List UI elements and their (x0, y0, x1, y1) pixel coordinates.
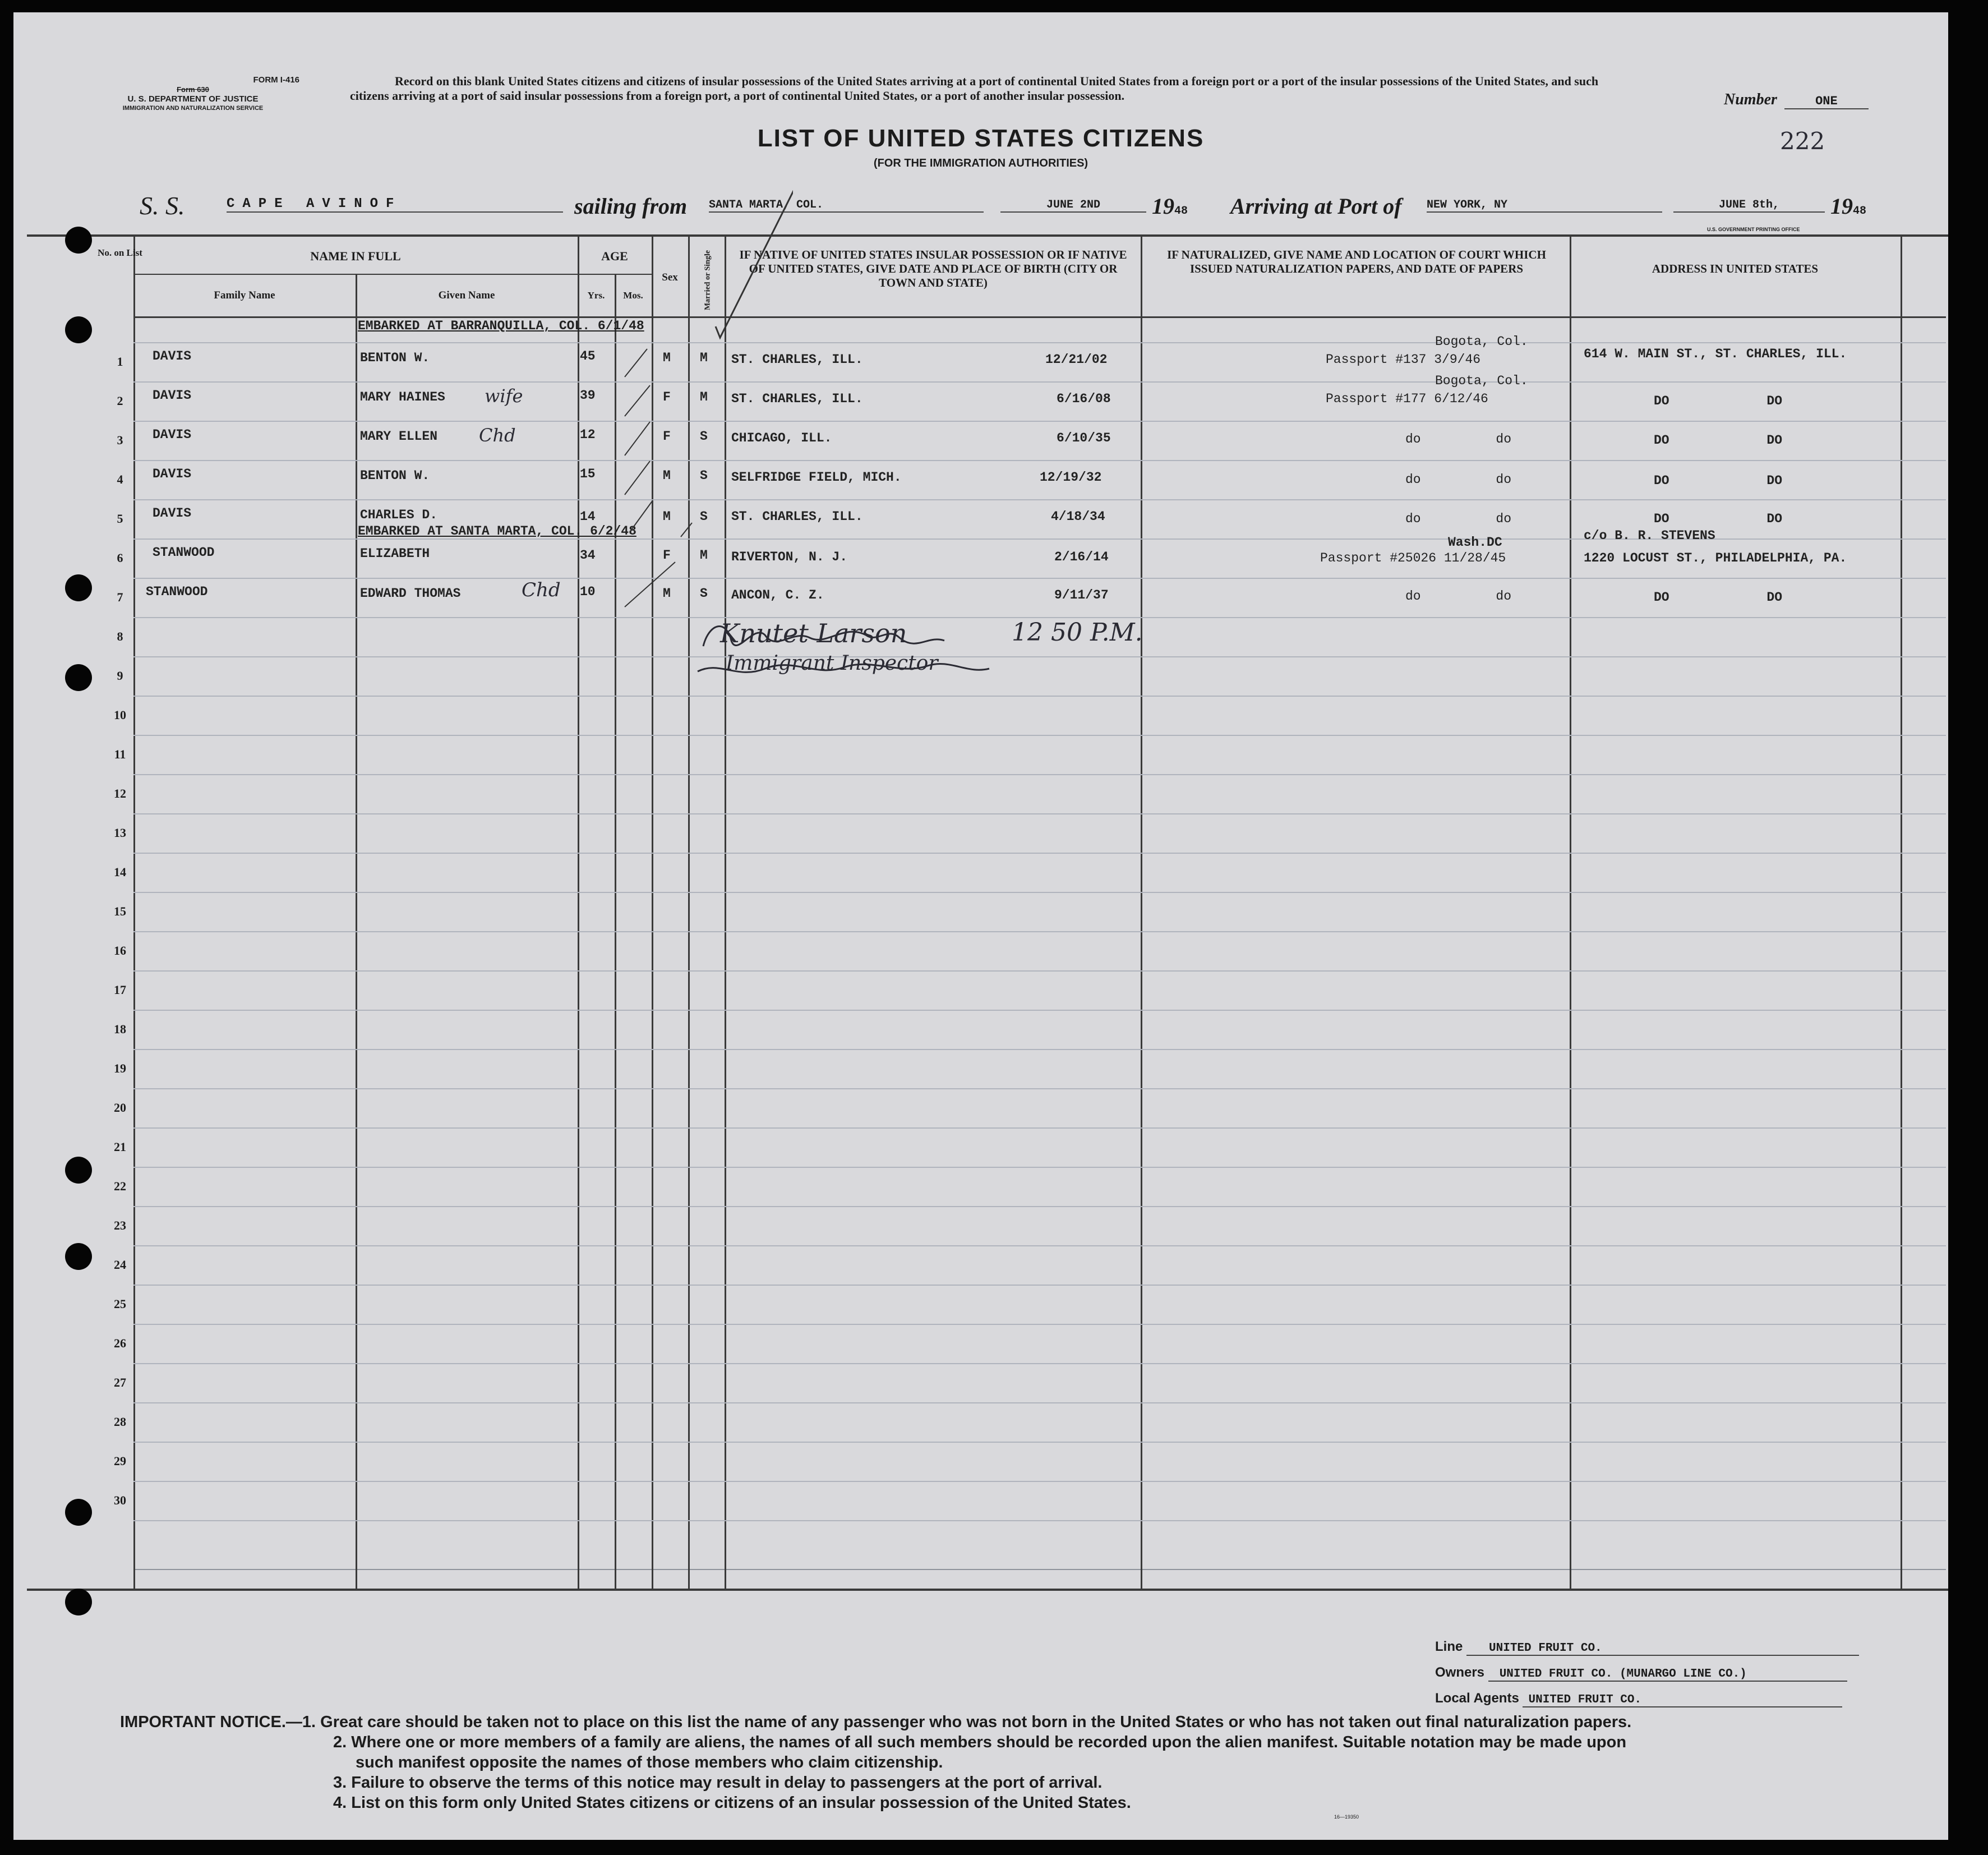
marital-status: S (700, 468, 708, 483)
arriving-label: Arriving at Port of (1230, 194, 1402, 219)
col-divider-native (1141, 236, 1142, 1590)
line-label: Line (1435, 1639, 1463, 1654)
rule (133, 1520, 1946, 1521)
rule (133, 1442, 1946, 1443)
old-form-number: Form 630 (177, 85, 209, 94)
col-divider-given (578, 236, 579, 1590)
birth-place: ST. CHARLES, ILL. (731, 352, 863, 367)
col-divider-naturalized (1570, 236, 1571, 1590)
given-name: MARY HAINES (360, 390, 445, 404)
address: DO DO (1654, 590, 1783, 605)
rule (133, 578, 1946, 579)
naturalization-papers: do do (1405, 472, 1512, 487)
rule (133, 421, 1946, 422)
address: DO DO (1654, 433, 1783, 448)
manifest-sheet (13, 12, 1948, 1840)
rule (133, 499, 1946, 500)
check-mark-icon (714, 175, 793, 355)
line-number: 19 (114, 1061, 126, 1075)
notice-item-4: 4. List on this form only United States citizens or citizens of an insular possession of the United States. (333, 1794, 1131, 1812)
line-number: 23 (114, 1218, 126, 1232)
birth-date: 12/19/32 (1040, 470, 1102, 485)
family-name: DAVIS (153, 427, 192, 442)
line-number: 28 (114, 1415, 126, 1429)
rule (133, 853, 1946, 854)
header-given-name: Given Name (438, 289, 495, 301)
relation-note: wife (485, 385, 523, 407)
age-years: 45 (580, 349, 596, 363)
rule (133, 460, 1946, 461)
table-bottom-border (27, 1589, 1948, 1591)
number-field (1724, 91, 1869, 109)
line-number: 9 (117, 669, 123, 683)
header-age: AGE (601, 249, 628, 263)
record-note: Record on this blank United States citizens and citizens of insular possessions of the United States arriving at a port of continental United States from a foreign port or a port of the insular possessions of the United States, and such citizens arriving at a port of said insular possessions from a foreign port, a port of continental United States, or a port of another insular possession. (350, 74, 1599, 103)
agents-label: Local Agents (1435, 1691, 1519, 1706)
department-name: U. S. DEPARTMENT OF JUSTICE (127, 94, 259, 104)
line-number: 6 (117, 551, 123, 565)
line-number: 10 (114, 708, 126, 722)
rule (133, 342, 1946, 343)
marital-status: M (700, 548, 708, 563)
rule (133, 813, 1946, 814)
sex: M (663, 509, 671, 524)
sailing-label: sailing from (574, 194, 688, 219)
address: DO DO (1654, 512, 1783, 526)
header-address: ADDRESS IN UNITED STATES (1652, 262, 1819, 275)
signature-title: Immigrant Inspector (726, 652, 938, 675)
header-yrs: Yrs. (587, 290, 605, 301)
print-code: 16—19350 (1334, 1814, 1359, 1820)
sex: M (663, 468, 671, 483)
owners-field (1435, 1665, 1847, 1682)
table-top-border (27, 234, 1948, 237)
punch-hole-icon (65, 574, 92, 601)
punch-hole-icon (65, 1499, 92, 1526)
address: DO DO (1654, 394, 1783, 408)
sailing-year (1152, 193, 1188, 219)
rule (133, 970, 1946, 972)
birth-date: 6/10/35 (1057, 431, 1111, 445)
given-name: BENTON W. (360, 468, 430, 483)
agents-field (1435, 1691, 1842, 1707)
line-number: 5 (117, 512, 123, 526)
line-number: 20 (114, 1101, 126, 1115)
punch-hole-icon (65, 664, 92, 691)
punch-hole-icon (65, 316, 92, 343)
line-number: 18 (114, 1022, 126, 1036)
line-field (1435, 1639, 1859, 1656)
line-number: 21 (114, 1140, 126, 1154)
year-prefix-2: 19 (1830, 194, 1853, 219)
line-number: 30 (114, 1493, 126, 1507)
rule (133, 892, 1946, 893)
rule (133, 1324, 1946, 1325)
birth-date: 2/16/14 (1054, 550, 1109, 564)
sex: M (663, 351, 671, 365)
marital-status: M (700, 390, 708, 404)
birth-place: RIVERTON, N. J. (731, 550, 848, 564)
rule (133, 1127, 1946, 1129)
rule (133, 1010, 1946, 1011)
marital-status: S (700, 586, 708, 601)
pen-check-marks (614, 338, 703, 629)
rule (133, 1481, 1946, 1482)
header-mos: Mos. (623, 290, 643, 301)
arrival-year (1830, 193, 1866, 219)
age-years: 39 (580, 388, 596, 403)
owners-label: Owners (1435, 1665, 1485, 1680)
punch-hole-icon (65, 1157, 92, 1184)
rule (133, 1088, 1946, 1089)
rule (133, 1167, 1946, 1168)
col-divider-married (725, 236, 726, 1590)
rule (133, 1049, 1946, 1050)
birth-place: SELFRIDGE FIELD, MICH. (731, 470, 902, 485)
service-name: IMMIGRATION AND NATURALIZATION SERVICE (122, 105, 264, 112)
col-divider-family (356, 275, 357, 1590)
family-name: DAVIS (153, 388, 192, 403)
address: 1220 LOCUST ST., PHILADELPHIA, PA. (1584, 551, 1847, 565)
form-number: FORM I-416 (253, 75, 299, 85)
rule (133, 774, 1946, 775)
line-number: 4 (117, 472, 123, 486)
sailing-year-value: 48 (1174, 205, 1188, 218)
department-block (75, 75, 311, 113)
signature-time: 12 50 P.M. (1012, 618, 1143, 647)
embark-note-barranquilla: EMBARKED AT BARRANQUILLA, COL. 6/1/48 (358, 319, 644, 333)
family-name: STANWOOD (146, 584, 208, 599)
sex: M (663, 586, 671, 601)
marital-status: M (700, 351, 708, 365)
rule (133, 1363, 1946, 1364)
line-number: 26 (114, 1336, 126, 1350)
naturalization-court: Bogota, Col. (1435, 374, 1528, 388)
birth-date: 4/18/34 (1051, 509, 1105, 524)
printer-mark: U.S. GOVERNMENT PRINTING OFFICE (1707, 227, 1800, 232)
owners-value: UNITED FRUIT CO. (MUNARGO LINE CO.) (1488, 1668, 1847, 1682)
age-years: 10 (580, 584, 596, 599)
name-age-subrule (133, 274, 652, 275)
line-number: 17 (114, 983, 126, 997)
important-notice (120, 1712, 1915, 1813)
line-number: 2 (117, 394, 123, 408)
rule (133, 735, 1946, 736)
punch-hole-icon (65, 227, 92, 254)
marital-status: S (700, 509, 708, 524)
given-name: CHARLES D. (360, 508, 438, 522)
naturalization-papers: Passport #177 6/12/46 (1326, 392, 1488, 406)
arrival-port: NEW YORK, NY (1427, 199, 1662, 213)
arrival-date: JUNE 8th, (1673, 199, 1825, 213)
marital-status: S (700, 429, 708, 444)
sailing-date: JUNE 2ND (1000, 199, 1146, 213)
given-name: ELIZABETH (360, 546, 430, 561)
notice-item-2: 2. Where one or more members of a family are aliens, the names of all such members should be recorded upon the alien manifest. Suitable notation may be made upon (333, 1733, 1627, 1751)
arrival-year-value: 48 (1853, 205, 1867, 218)
line-number: 1 (117, 355, 123, 369)
ship-name: CAPE AVINOF (227, 196, 563, 213)
line-number: 16 (114, 943, 126, 958)
birth-place: ANCON, C. Z. (731, 588, 824, 602)
agents-value: UNITED FRUIT CO. (1523, 1693, 1842, 1707)
embark-note-santa-marta: EMBARKED AT SANTA MARTA, COL. 6/2/48 (358, 524, 636, 538)
rule (133, 1285, 1946, 1286)
relation-note: Chd (522, 579, 561, 601)
naturalization-papers: do do (1405, 512, 1512, 526)
birth-date: 6/16/08 (1057, 392, 1111, 406)
naturalization-court: Bogota, Col. (1435, 334, 1528, 349)
line-value: UNITED FRUIT CO. (1466, 1642, 1859, 1656)
line-number: 27 (114, 1375, 126, 1389)
sex: F (663, 548, 671, 563)
sex: F (663, 390, 671, 404)
number-label: Number (1724, 91, 1777, 108)
address: 614 W. MAIN ST., ST. CHARLES, ILL. (1584, 347, 1847, 361)
table-lower-rule (133, 1569, 1946, 1570)
birth-place: ST. CHARLES, ILL. (731, 509, 863, 524)
line-number: 11 (114, 747, 126, 761)
family-name: DAVIS (153, 467, 192, 481)
naturalization-papers: Passport #25026 11/28/45 (1320, 551, 1506, 565)
notice-item-2-continued: such manifest opposite the names of those members who claim citizenship. (356, 1753, 943, 1771)
header-family-name: Family Name (214, 289, 275, 301)
line-number: 13 (114, 826, 126, 840)
page-subtitle: (FOR THE IMMIGRATION AUTHORITIES) (873, 157, 1088, 169)
number-value: ONE (1784, 94, 1869, 109)
ship-label: S. S. (140, 191, 185, 220)
rule (133, 1245, 1946, 1246)
line-number: 15 (114, 904, 126, 918)
stamp-number: 222 (1780, 127, 1825, 155)
header-no-on-list: No. on List (98, 247, 142, 258)
rule (133, 931, 1946, 932)
age-years: 14 (580, 509, 596, 524)
naturalization-papers: do do (1405, 432, 1512, 447)
notice-item-1: 1. Great care should be taken not to place on this list the name of any passenger who was not born in the United States or who has not taken out final naturalization papers. (302, 1713, 1632, 1731)
birth-place: CHICAGO, ILL. (731, 431, 832, 445)
birth-date: 9/11/37 (1054, 588, 1109, 602)
line-number: 29 (114, 1454, 126, 1468)
family-name: STANWOOD (153, 545, 215, 560)
naturalization-court: Wash.DC (1448, 535, 1502, 550)
page-title: LIST OF UNITED STATES CITIZENS (757, 125, 1205, 152)
family-name: DAVIS (153, 506, 192, 521)
birth-date: 12/21/02 (1045, 352, 1108, 367)
line-number: 22 (114, 1179, 126, 1193)
line-number: 8 (117, 629, 123, 643)
line-number: 25 (114, 1297, 126, 1311)
line-number: 14 (114, 865, 126, 879)
birth-place: ST. CHARLES, ILL. (731, 392, 863, 406)
naturalization-papers: Passport #137 3/9/46 (1326, 352, 1481, 367)
sex: F (663, 429, 671, 444)
header-name-in-full: NAME IN FULL (310, 249, 401, 263)
age-years: 12 (580, 427, 596, 442)
address-care-of: c/o B. R. STEVENS (1584, 528, 1715, 543)
given-name: EDWARD THOMAS (360, 586, 461, 601)
sailing-port: SANTA MARTA, COL. (709, 199, 984, 213)
header-sex: Sex (662, 271, 678, 283)
given-name: BENTON W. (360, 351, 430, 365)
line-number: 24 (114, 1258, 126, 1272)
punch-hole-icon (65, 1589, 92, 1615)
given-name: MARY ELLEN (360, 429, 438, 444)
header-married-single: Married or Single (703, 250, 712, 311)
signature-name: Knutet Larson (720, 618, 907, 648)
age-years: 15 (580, 467, 596, 481)
age-years: 34 (580, 548, 596, 563)
notice-item-3: 3. Failure to observe the terms of this notice may result in delay to passengers at the port of arrival. (333, 1774, 1103, 1792)
header-naturalized: IF NATURALIZED, GIVE NAME AND LOCATION OF COURT WHICH ISSUED NATURALIZATION PAPERS, AND DATE OF PAPERS (1167, 248, 1546, 275)
rule (133, 381, 1946, 383)
year-prefix: 19 (1152, 194, 1174, 219)
naturalization-papers: do do (1405, 589, 1512, 604)
col-divider-address (1901, 236, 1902, 1590)
line-number: 3 (117, 433, 123, 447)
punch-hole-icon (65, 1243, 92, 1270)
line-number: 7 (117, 590, 123, 604)
header-bottom-border (133, 316, 1946, 318)
line-number: 12 (114, 786, 126, 800)
rule (133, 1206, 1946, 1207)
family-name: DAVIS (153, 349, 192, 363)
header-native: IF NATIVE OF UNITED STATES INSULAR POSSESSION OR IF NATIVE OF UNITED STATES, GIVE DATE AND PLACE OF BIRTH (CITY OR TOWN AND STATE) (739, 248, 1127, 289)
notice-label: IMPORTANT NOTICE.— (120, 1713, 302, 1731)
address: DO DO (1654, 473, 1783, 488)
rule (133, 1402, 1946, 1403)
relation-note: Chd (479, 425, 516, 446)
